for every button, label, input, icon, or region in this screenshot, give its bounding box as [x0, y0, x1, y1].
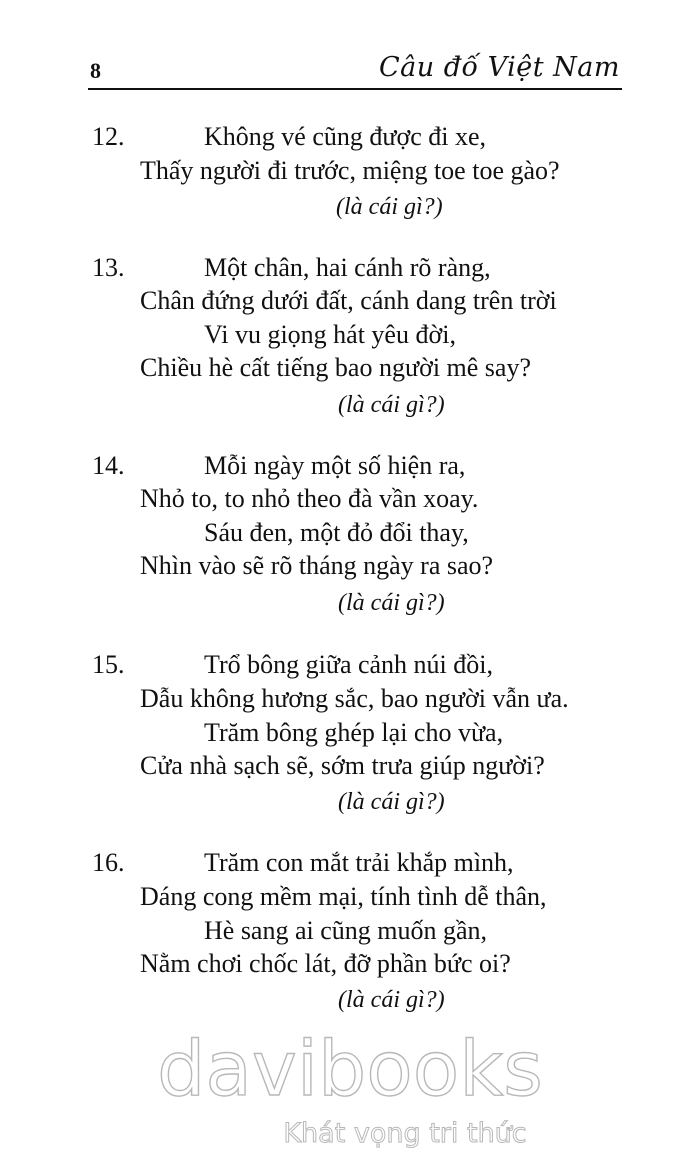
verse-line: Nhìn vào sẽ rõ tháng ngày ra sao? [140, 551, 494, 580]
verse-line: Một chân, hai cánh rõ ràng, [204, 253, 491, 282]
verse-line: Vi vu giọng hát yêu đời, [204, 320, 456, 349]
page-header [88, 52, 620, 88]
verse-line: Nằm chơi chốc lát, đỡ phần bức oi? [140, 949, 511, 978]
riddle-number: 12. [92, 122, 125, 151]
verse-line: Nhỏ to, to nhỏ theo đà vần xoay. [140, 484, 479, 513]
watermark-brand: davibooks [157, 1024, 543, 1113]
verse-line: Thấy người đi trước, miệng toe toe gào? [140, 156, 560, 185]
riddle-number: 13. [92, 253, 125, 282]
verse-line: Hè sang ai cũng muốn gần, [204, 916, 488, 945]
watermark-slogan: Khát vọng tri thức [283, 1118, 527, 1149]
verse-line: Chiều hè cất tiếng bao người mê say? [140, 353, 532, 382]
riddle-answer-prompt: (là cái gì?) [338, 987, 445, 1013]
page-number: 8 [90, 58, 101, 83]
riddle-number: 14. [92, 451, 125, 480]
verse-line: Trăm bông ghép lại cho vừa, [204, 718, 504, 747]
riddle-number: 16. [92, 848, 125, 877]
running-title: Câu đố Việt Nam [378, 52, 620, 83]
verse-line: Không vé cũng được đi xe, [204, 122, 487, 151]
verse-line: Cửa nhà sạch sẽ, sớm trưa giúp người? [140, 751, 545, 780]
header-rule [88, 88, 622, 90]
verse-line: Sáu đen, một đỏ đổi thay, [204, 518, 469, 547]
verse-line: Trổ bông giữa cảnh núi đồi, [204, 650, 494, 679]
riddle-answer-prompt: (là cái gì?) [338, 392, 445, 418]
riddle-answer-prompt: (là cái gì?) [336, 194, 443, 220]
verse-line: Trăm con mắt trải khắp mình, [204, 848, 514, 877]
verse-line: Dáng cong mềm mại, tính tình dễ thân, [140, 882, 547, 911]
verse-line: Mỗi ngày một số hiện ra, [204, 451, 466, 480]
verse-line: Dẫu không hương sắc, bao người vẫn ưa. [140, 684, 569, 713]
riddle-answer-prompt: (là cái gì?) [338, 590, 445, 616]
riddle-number: 15. [92, 650, 125, 679]
riddle-answer-prompt: (là cái gì?) [338, 789, 445, 815]
davibooks-watermark [150, 1020, 550, 1155]
verse-line: Chân đứng dưới đất, cánh dang trên trời [140, 286, 557, 315]
